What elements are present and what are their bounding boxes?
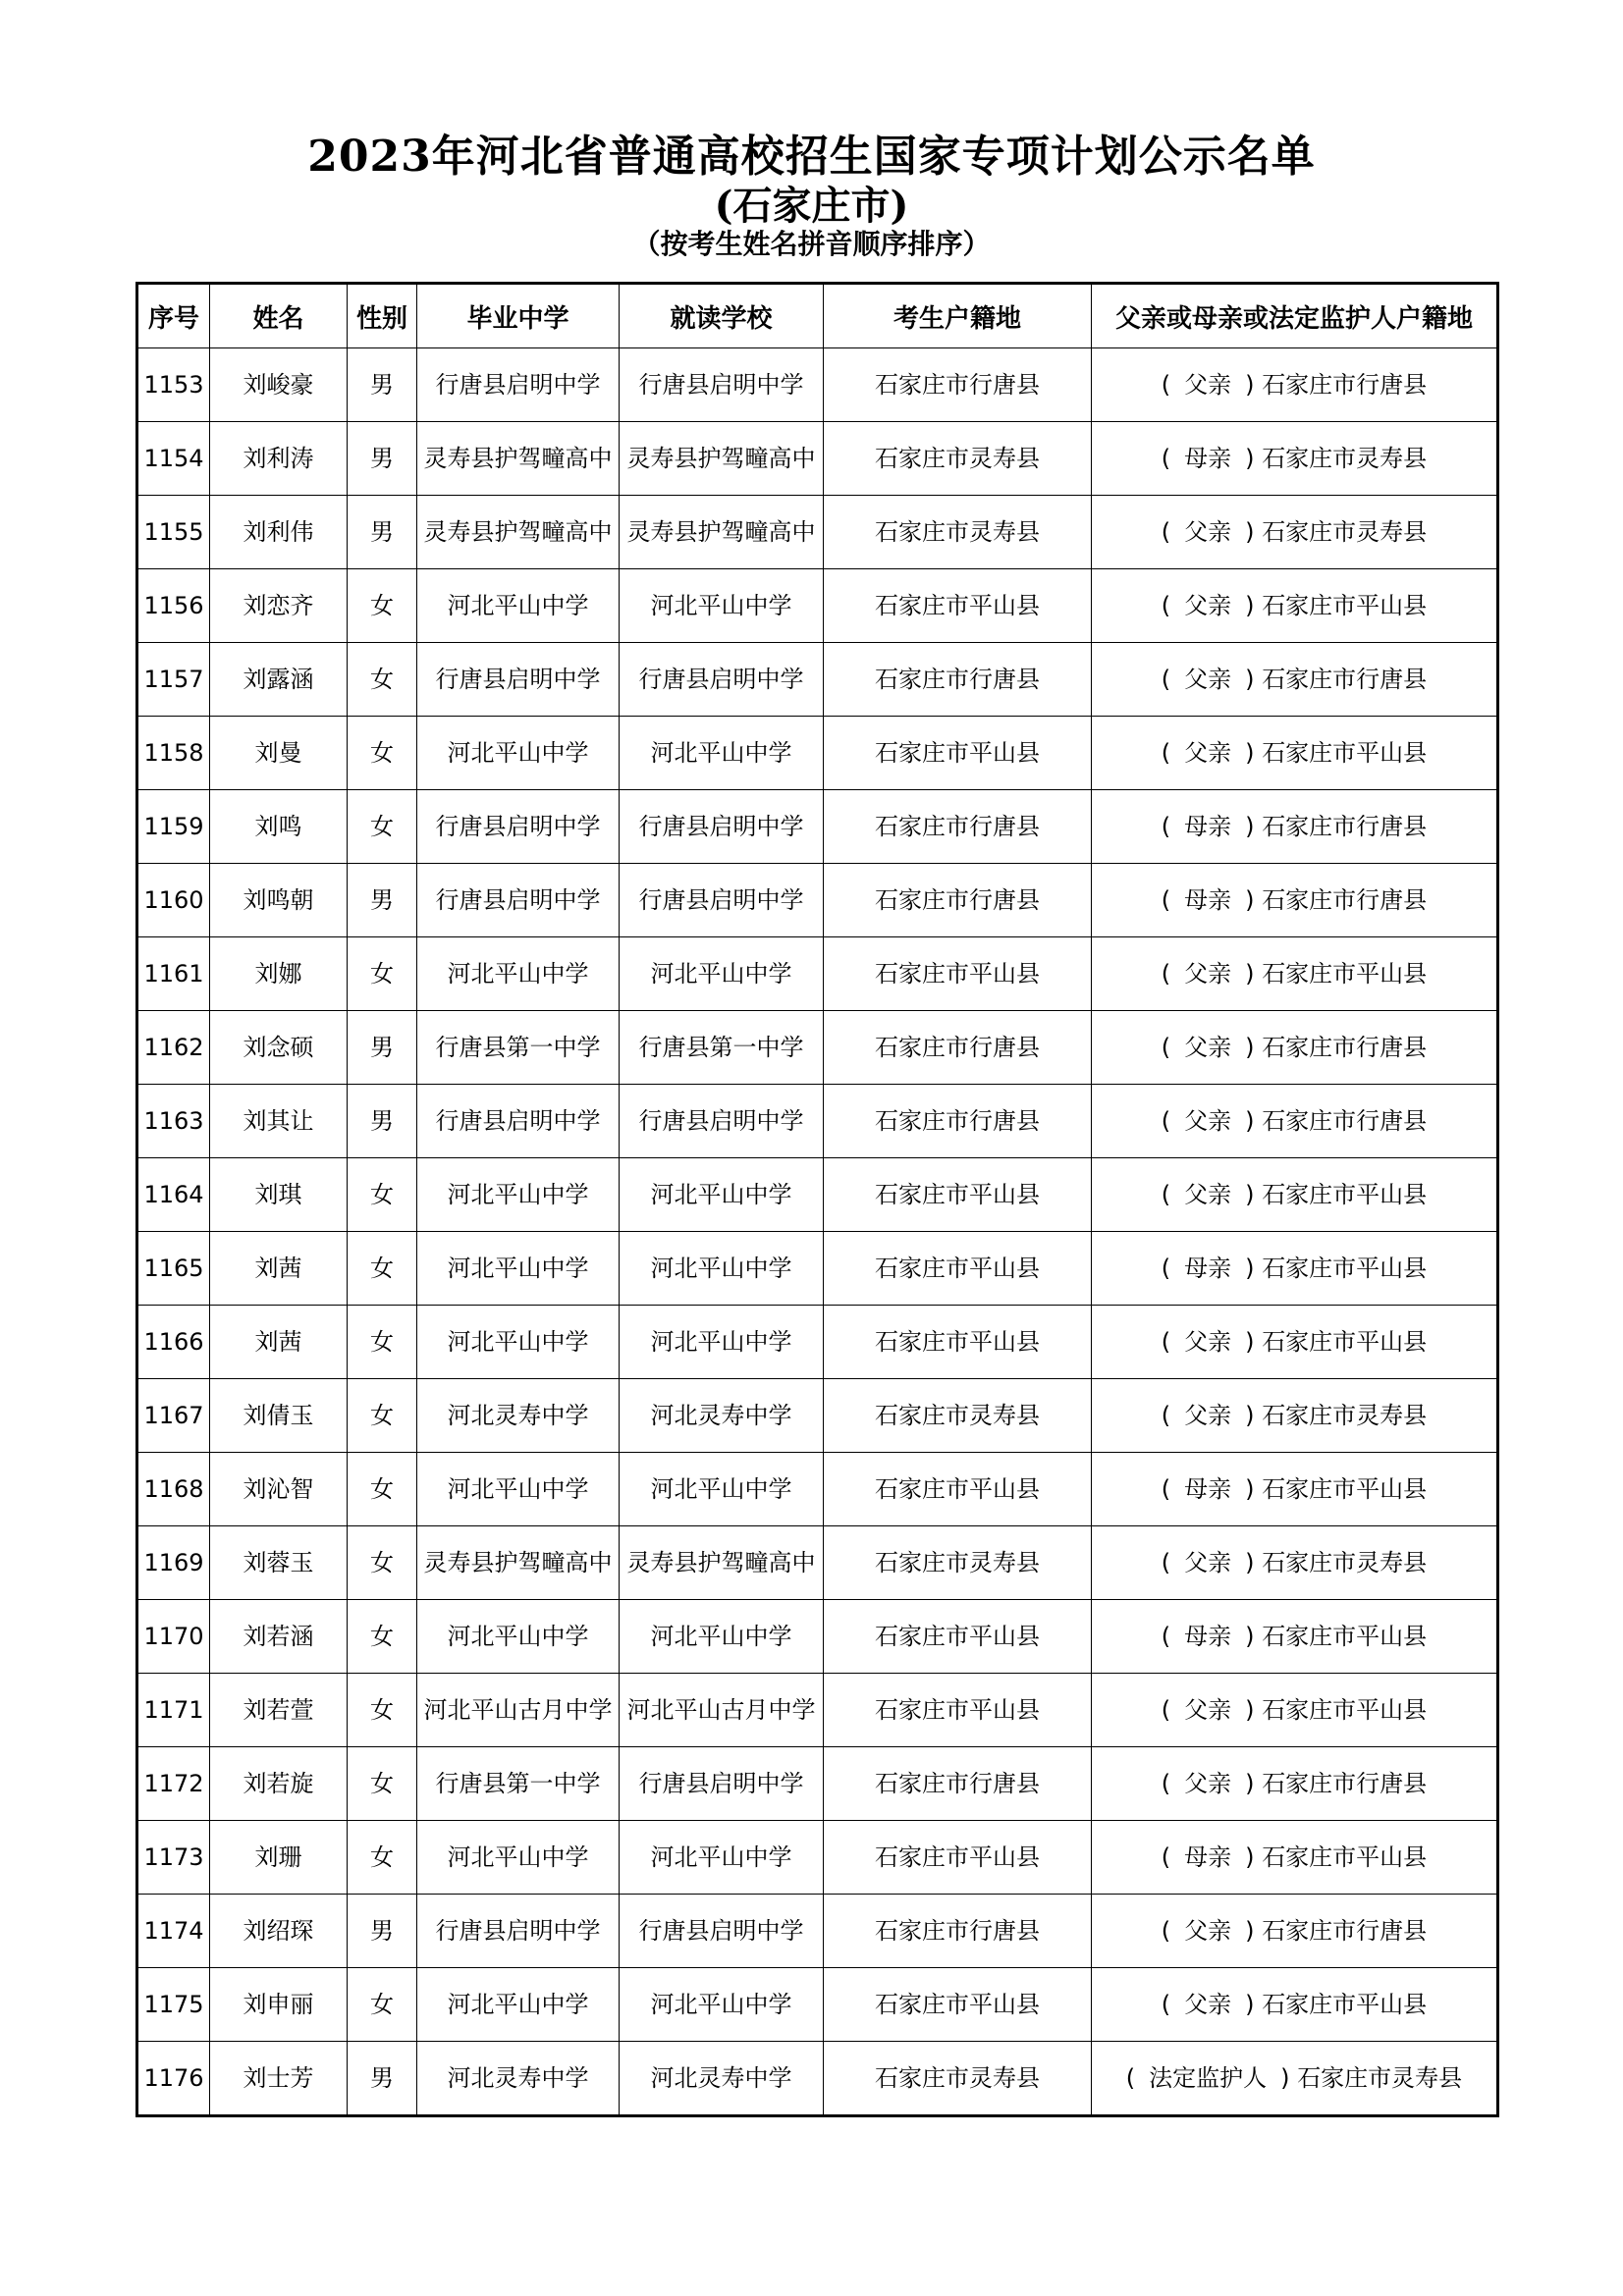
guardian-relation: 父亲 <box>1184 1106 1232 1135</box>
cell-grad-school: 河北平山中学 <box>417 1232 620 1306</box>
cell-current-school: 河北平山中学 <box>620 1232 824 1306</box>
cell-gender: 女 <box>348 1674 417 1747</box>
guardian-relation: 母亲 <box>1184 1842 1232 1871</box>
guardian-residence: 石家庄市灵寿县 <box>1262 1401 1428 1429</box>
guardian-relation: 母亲 <box>1184 812 1232 840</box>
cell-current-school: 河北平山中学 <box>620 1600 824 1674</box>
cell-no: 1155 <box>137 496 210 569</box>
cell-gender: 男 <box>348 348 417 422</box>
table-row <box>137 1011 1498 1085</box>
cell-grad-school: 行唐县第一中学 <box>417 1011 620 1085</box>
cell-residence: 石家庄市灵寿县 <box>824 422 1092 496</box>
cell-guardian: ( 父亲 ) 石家庄市平山县 <box>1092 717 1498 790</box>
cell-guardian: ( 父亲 ) 石家庄市行唐县 <box>1092 348 1498 422</box>
cell-grad-school: 行唐县第一中学 <box>417 1747 620 1821</box>
cell-residence: 石家庄市行唐县 <box>824 864 1092 937</box>
cell-current-school: 河北平山中学 <box>620 1821 824 1895</box>
cell-grad-school: 灵寿县护驾疃高中 <box>417 496 620 569</box>
guardian-relation: 父亲 <box>1184 1990 1232 2018</box>
cell-guardian: ( 父亲 ) 石家庄市平山县 <box>1092 1674 1498 1747</box>
cell-current-school: 行唐县启明中学 <box>620 1895 824 1968</box>
page-title: 2023年河北省普通高校招生国家专项计划公示名单 <box>307 132 1316 182</box>
cell-name: 刘峻豪 <box>210 348 348 422</box>
table-row <box>137 1674 1498 1747</box>
cell-current-school: 河北灵寿中学 <box>620 1379 824 1453</box>
table-row <box>137 937 1498 1011</box>
cell-residence: 石家庄市平山县 <box>824 1968 1092 2042</box>
cell-guardian: ( 父亲 ) 石家庄市行唐县 <box>1092 1747 1498 1821</box>
guardian-relation: 父亲 <box>1184 959 1232 988</box>
cell-no: 1175 <box>137 1968 210 2042</box>
cell-name: 刘士芳 <box>210 2042 348 2116</box>
table-row <box>137 422 1498 496</box>
cell-residence: 石家庄市平山县 <box>824 1600 1092 1674</box>
cell-grad-school: 河北灵寿中学 <box>417 1379 620 1453</box>
cell-gender: 女 <box>348 717 417 790</box>
cell-guardian: ( 父亲 ) 石家庄市灵寿县 <box>1092 1526 1498 1600</box>
cell-name: 刘利涛 <box>210 422 348 496</box>
cell-grad-school: 河北平山中学 <box>417 1600 620 1674</box>
cell-current-school: 河北平山中学 <box>620 1158 824 1232</box>
cell-residence: 石家庄市平山县 <box>824 1453 1092 1526</box>
cell-grad-school: 行唐县启明中学 <box>417 643 620 717</box>
guardian-residence: 石家庄市平山县 <box>1262 1180 1428 1208</box>
cell-no: 1164 <box>137 1158 210 1232</box>
table-row <box>137 1379 1498 1453</box>
cell-name: 刘鸣 <box>210 790 348 864</box>
cell-name: 刘利伟 <box>210 496 348 569</box>
cell-residence: 石家庄市平山县 <box>824 1232 1092 1306</box>
guardian-residence: 石家庄市行唐县 <box>1262 812 1428 840</box>
cell-gender: 女 <box>348 1232 417 1306</box>
cell-name: 刘若萱 <box>210 1674 348 1747</box>
cell-no: 1168 <box>137 1453 210 1526</box>
guardian-residence: 石家庄市行唐县 <box>1262 1033 1428 1061</box>
guardian-relation: 父亲 <box>1184 370 1232 399</box>
cell-name: 刘露涵 <box>210 643 348 717</box>
sort-note: （按考生姓名拼音顺序排序） <box>632 228 991 260</box>
cell-gender: 女 <box>348 1526 417 1600</box>
cell-current-school: 河北灵寿中学 <box>620 2042 824 2116</box>
cell-name: 刘倩玉 <box>210 1379 348 1453</box>
cell-name: 刘绍琛 <box>210 1895 348 1968</box>
column-header-residence: 考生户籍地 <box>824 284 1092 348</box>
cell-guardian: ( 母亲 ) 石家庄市平山县 <box>1092 1600 1498 1674</box>
cell-grad-school: 河北平山中学 <box>417 937 620 1011</box>
guardian-residence: 石家庄市行唐县 <box>1262 1769 1428 1797</box>
cell-no: 1161 <box>137 937 210 1011</box>
table-row <box>137 1968 1498 2042</box>
cell-no: 1162 <box>137 1011 210 1085</box>
cell-grad-school: 河北平山古月中学 <box>417 1674 620 1747</box>
cell-no: 1165 <box>137 1232 210 1306</box>
cell-no: 1157 <box>137 643 210 717</box>
cell-residence: 石家庄市平山县 <box>824 937 1092 1011</box>
cell-guardian: ( 父亲 ) 石家庄市平山县 <box>1092 1158 1498 1232</box>
table-row <box>137 348 1498 422</box>
guardian-residence: 石家庄市行唐县 <box>1262 665 1428 693</box>
cell-no: 1170 <box>137 1600 210 1674</box>
cell-gender: 男 <box>348 422 417 496</box>
guardian-residence: 石家庄市平山县 <box>1262 738 1428 767</box>
cell-gender: 男 <box>348 864 417 937</box>
guardian-residence: 石家庄市行唐县 <box>1262 1916 1428 1945</box>
cell-grad-school: 行唐县启明中学 <box>417 348 620 422</box>
guardian-relation: 法定监护人 <box>1149 2063 1268 2092</box>
cell-guardian: ( 母亲 ) 石家庄市行唐县 <box>1092 864 1498 937</box>
guardian-relation: 父亲 <box>1184 738 1232 767</box>
cell-no: 1172 <box>137 1747 210 1821</box>
guardian-residence: 石家庄市平山县 <box>1262 959 1428 988</box>
cell-current-school: 行唐县启明中学 <box>620 348 824 422</box>
table-row <box>137 790 1498 864</box>
guardian-residence: 石家庄市平山县 <box>1262 1842 1428 1871</box>
cell-name: 刘茜 <box>210 1232 348 1306</box>
cell-current-school: 灵寿县护驾疃高中 <box>620 1526 824 1600</box>
cell-gender: 女 <box>348 1747 417 1821</box>
cell-no: 1169 <box>137 1526 210 1600</box>
cell-gender: 女 <box>348 1968 417 2042</box>
cell-current-school: 灵寿县护驾疃高中 <box>620 496 824 569</box>
table-row <box>137 569 1498 643</box>
cell-gender: 女 <box>348 1453 417 1526</box>
cell-residence: 石家庄市行唐县 <box>824 1011 1092 1085</box>
cell-no: 1171 <box>137 1674 210 1747</box>
guardian-residence: 石家庄市灵寿县 <box>1297 2063 1463 2092</box>
cell-residence: 石家庄市灵寿县 <box>824 496 1092 569</box>
cell-grad-school: 河北平山中学 <box>417 1158 620 1232</box>
table-row <box>137 1895 1498 1968</box>
cell-name: 刘珊 <box>210 1821 348 1895</box>
cell-residence: 石家庄市平山县 <box>824 1821 1092 1895</box>
column-header-name: 姓名 <box>210 284 348 348</box>
cell-guardian: ( 父亲 ) 石家庄市行唐县 <box>1092 1085 1498 1158</box>
guardian-residence: 石家庄市灵寿县 <box>1262 444 1428 472</box>
guardian-residence: 石家庄市灵寿县 <box>1262 517 1428 546</box>
table-row <box>137 1306 1498 1379</box>
guardian-residence: 石家庄市平山县 <box>1262 1327 1428 1356</box>
cell-gender: 女 <box>348 1379 417 1453</box>
column-header-current-school: 就读学校 <box>620 284 824 348</box>
table-row <box>137 1600 1498 1674</box>
guardian-relation: 父亲 <box>1184 1769 1232 1797</box>
cell-guardian: ( 母亲 ) 石家庄市平山县 <box>1092 1453 1498 1526</box>
cell-grad-school: 灵寿县护驾疃高中 <box>417 422 620 496</box>
guardian-residence: 石家庄市平山县 <box>1262 1474 1428 1503</box>
cell-guardian: ( 母亲 ) 石家庄市平山县 <box>1092 1821 1498 1895</box>
cell-no: 1163 <box>137 1085 210 1158</box>
table-row <box>137 1232 1498 1306</box>
column-header-guardian-residence: 父亲或母亲或法定监护人户籍地 <box>1092 284 1498 348</box>
guardian-relation: 父亲 <box>1184 1401 1232 1429</box>
cell-guardian: ( 母亲 ) 石家庄市平山县 <box>1092 1232 1498 1306</box>
cell-grad-school: 河北平山中学 <box>417 569 620 643</box>
cell-residence: 石家庄市行唐县 <box>824 1747 1092 1821</box>
cell-residence: 石家庄市灵寿县 <box>824 2042 1092 2116</box>
cell-gender: 男 <box>348 496 417 569</box>
table-row <box>137 2042 1498 2116</box>
cell-name: 刘娜 <box>210 937 348 1011</box>
cell-guardian: ( 法定监护人 ) 石家庄市灵寿县 <box>1092 2042 1498 2116</box>
cell-name: 刘沁智 <box>210 1453 348 1526</box>
cell-residence: 石家庄市行唐县 <box>824 1085 1092 1158</box>
cell-grad-school: 行唐县启明中学 <box>417 1895 620 1968</box>
table-row <box>137 1453 1498 1526</box>
cell-gender: 男 <box>348 1011 417 1085</box>
cell-grad-school: 河北平山中学 <box>417 717 620 790</box>
guardian-relation: 父亲 <box>1184 1695 1232 1724</box>
cell-name: 刘琪 <box>210 1158 348 1232</box>
cell-grad-school: 河北平山中学 <box>417 1453 620 1526</box>
cell-grad-school: 行唐县启明中学 <box>417 790 620 864</box>
guardian-residence: 石家庄市行唐县 <box>1262 1106 1428 1135</box>
cell-guardian: ( 父亲 ) 石家庄市行唐县 <box>1092 1011 1498 1085</box>
cell-current-school: 河北平山中学 <box>620 1306 824 1379</box>
cell-no: 1159 <box>137 790 210 864</box>
cell-gender: 男 <box>348 2042 417 2116</box>
cell-current-school: 河北平山中学 <box>620 1968 824 2042</box>
cell-gender: 女 <box>348 937 417 1011</box>
guardian-relation: 母亲 <box>1184 885 1232 914</box>
cell-gender: 女 <box>348 1158 417 1232</box>
guardian-relation: 父亲 <box>1184 1916 1232 1945</box>
cell-name: 刘若旋 <box>210 1747 348 1821</box>
cell-no: 1156 <box>137 569 210 643</box>
table-row <box>137 643 1498 717</box>
guardian-residence: 石家庄市平山县 <box>1262 1990 1428 2018</box>
cell-guardian: ( 母亲 ) 石家庄市灵寿县 <box>1092 422 1498 496</box>
guardian-relation: 父亲 <box>1184 1033 1232 1061</box>
cell-guardian: ( 父亲 ) 石家庄市平山县 <box>1092 1968 1498 2042</box>
cell-name: 刘茜 <box>210 1306 348 1379</box>
guardian-residence: 石家庄市平山县 <box>1262 591 1428 619</box>
guardian-relation: 父亲 <box>1184 1180 1232 1208</box>
cell-guardian: ( 父亲 ) 石家庄市灵寿县 <box>1092 496 1498 569</box>
guardian-relation: 母亲 <box>1184 1622 1232 1650</box>
cell-current-school: 行唐县启明中学 <box>620 1747 824 1821</box>
cell-current-school: 行唐县启明中学 <box>620 864 824 937</box>
guardian-relation: 父亲 <box>1184 1548 1232 1576</box>
cell-grad-school: 河北平山中学 <box>417 1968 620 2042</box>
cell-current-school: 行唐县启明中学 <box>620 790 824 864</box>
cell-guardian: ( 母亲 ) 石家庄市行唐县 <box>1092 790 1498 864</box>
table-row <box>137 496 1498 569</box>
cell-residence: 石家庄市行唐县 <box>824 643 1092 717</box>
cell-current-school: 行唐县第一中学 <box>620 1011 824 1085</box>
cell-gender: 女 <box>348 1600 417 1674</box>
cell-gender: 男 <box>348 1895 417 1968</box>
column-header-grad-school: 毕业中学 <box>417 284 620 348</box>
guardian-relation: 父亲 <box>1184 1327 1232 1356</box>
cell-residence: 石家庄市行唐县 <box>824 790 1092 864</box>
table-row <box>137 1526 1498 1600</box>
cell-current-school: 河北平山中学 <box>620 937 824 1011</box>
cell-no: 1154 <box>137 422 210 496</box>
table-row <box>137 864 1498 937</box>
guardian-residence: 石家庄市行唐县 <box>1262 370 1428 399</box>
guardian-residence: 石家庄市平山县 <box>1262 1622 1428 1650</box>
cell-residence: 石家庄市平山县 <box>824 569 1092 643</box>
page-subtitle: (石家庄市) <box>714 183 909 229</box>
cell-no: 1173 <box>137 1821 210 1895</box>
column-header-no: 序号 <box>137 284 210 348</box>
guardian-relation: 父亲 <box>1184 517 1232 546</box>
cell-current-school: 灵寿县护驾疃高中 <box>620 422 824 496</box>
cell-no: 1174 <box>137 1895 210 1968</box>
cell-gender: 女 <box>348 643 417 717</box>
cell-no: 1167 <box>137 1379 210 1453</box>
guardian-relation: 母亲 <box>1184 1254 1232 1282</box>
table-row <box>137 1747 1498 1821</box>
cell-grad-school: 行唐县启明中学 <box>417 864 620 937</box>
cell-current-school: 行唐县启明中学 <box>620 643 824 717</box>
cell-guardian: ( 父亲 ) 石家庄市平山县 <box>1092 937 1498 1011</box>
column-header-gender: 性别 <box>348 284 417 348</box>
cell-grad-school: 行唐县启明中学 <box>417 1085 620 1158</box>
cell-name: 刘恋齐 <box>210 569 348 643</box>
guardian-relation: 父亲 <box>1184 665 1232 693</box>
cell-no: 1158 <box>137 717 210 790</box>
guardian-relation: 母亲 <box>1184 444 1232 472</box>
cell-current-school: 河北平山中学 <box>620 717 824 790</box>
cell-name: 刘其让 <box>210 1085 348 1158</box>
cell-name: 刘蓉玉 <box>210 1526 348 1600</box>
cell-residence: 石家庄市平山县 <box>824 717 1092 790</box>
cell-residence: 石家庄市平山县 <box>824 1674 1092 1747</box>
cell-residence: 石家庄市灵寿县 <box>824 1526 1092 1600</box>
cell-gender: 女 <box>348 790 417 864</box>
cell-grad-school: 河北灵寿中学 <box>417 2042 620 2116</box>
cell-name: 刘鸣朝 <box>210 864 348 937</box>
roster-table <box>135 282 1499 2117</box>
cell-gender: 女 <box>348 1821 417 1895</box>
cell-no: 1176 <box>137 2042 210 2116</box>
guardian-relation: 父亲 <box>1184 591 1232 619</box>
cell-guardian: ( 父亲 ) 石家庄市灵寿县 <box>1092 1379 1498 1453</box>
cell-name: 刘念硕 <box>210 1011 348 1085</box>
table-row <box>137 1085 1498 1158</box>
table-row <box>137 1821 1498 1895</box>
cell-gender: 女 <box>348 1306 417 1379</box>
cell-residence: 石家庄市行唐县 <box>824 348 1092 422</box>
cell-grad-school: 灵寿县护驾疃高中 <box>417 1526 620 1600</box>
cell-name: 刘曼 <box>210 717 348 790</box>
guardian-residence: 石家庄市灵寿县 <box>1262 1548 1428 1576</box>
table-header-row <box>137 284 1498 348</box>
cell-guardian: ( 父亲 ) 石家庄市平山县 <box>1092 569 1498 643</box>
guardian-residence: 石家庄市平山县 <box>1262 1254 1428 1282</box>
cell-name: 刘若涵 <box>210 1600 348 1674</box>
cell-guardian: ( 父亲 ) 石家庄市平山县 <box>1092 1306 1498 1379</box>
table-row <box>137 1158 1498 1232</box>
cell-residence: 石家庄市平山县 <box>824 1158 1092 1232</box>
cell-residence: 石家庄市平山县 <box>824 1306 1092 1379</box>
cell-residence: 石家庄市灵寿县 <box>824 1379 1092 1453</box>
cell-guardian: ( 父亲 ) 石家庄市行唐县 <box>1092 1895 1498 1968</box>
cell-guardian: ( 父亲 ) 石家庄市行唐县 <box>1092 643 1498 717</box>
cell-no: 1153 <box>137 348 210 422</box>
cell-grad-school: 河北平山中学 <box>417 1306 620 1379</box>
cell-current-school: 河北平山中学 <box>620 569 824 643</box>
cell-residence: 石家庄市行唐县 <box>824 1895 1092 1968</box>
cell-grad-school: 河北平山中学 <box>417 1821 620 1895</box>
cell-current-school: 行唐县启明中学 <box>620 1085 824 1158</box>
cell-gender: 男 <box>348 1085 417 1158</box>
cell-current-school: 河北平山古月中学 <box>620 1674 824 1747</box>
guardian-residence: 石家庄市平山县 <box>1262 1695 1428 1724</box>
cell-name: 刘申丽 <box>210 1968 348 2042</box>
cell-current-school: 河北平山中学 <box>620 1453 824 1526</box>
guardian-relation: 母亲 <box>1184 1474 1232 1503</box>
guardian-residence: 石家庄市行唐县 <box>1262 885 1428 914</box>
cell-no: 1160 <box>137 864 210 937</box>
cell-no: 1166 <box>137 1306 210 1379</box>
table-row <box>137 717 1498 790</box>
cell-gender: 女 <box>348 569 417 643</box>
